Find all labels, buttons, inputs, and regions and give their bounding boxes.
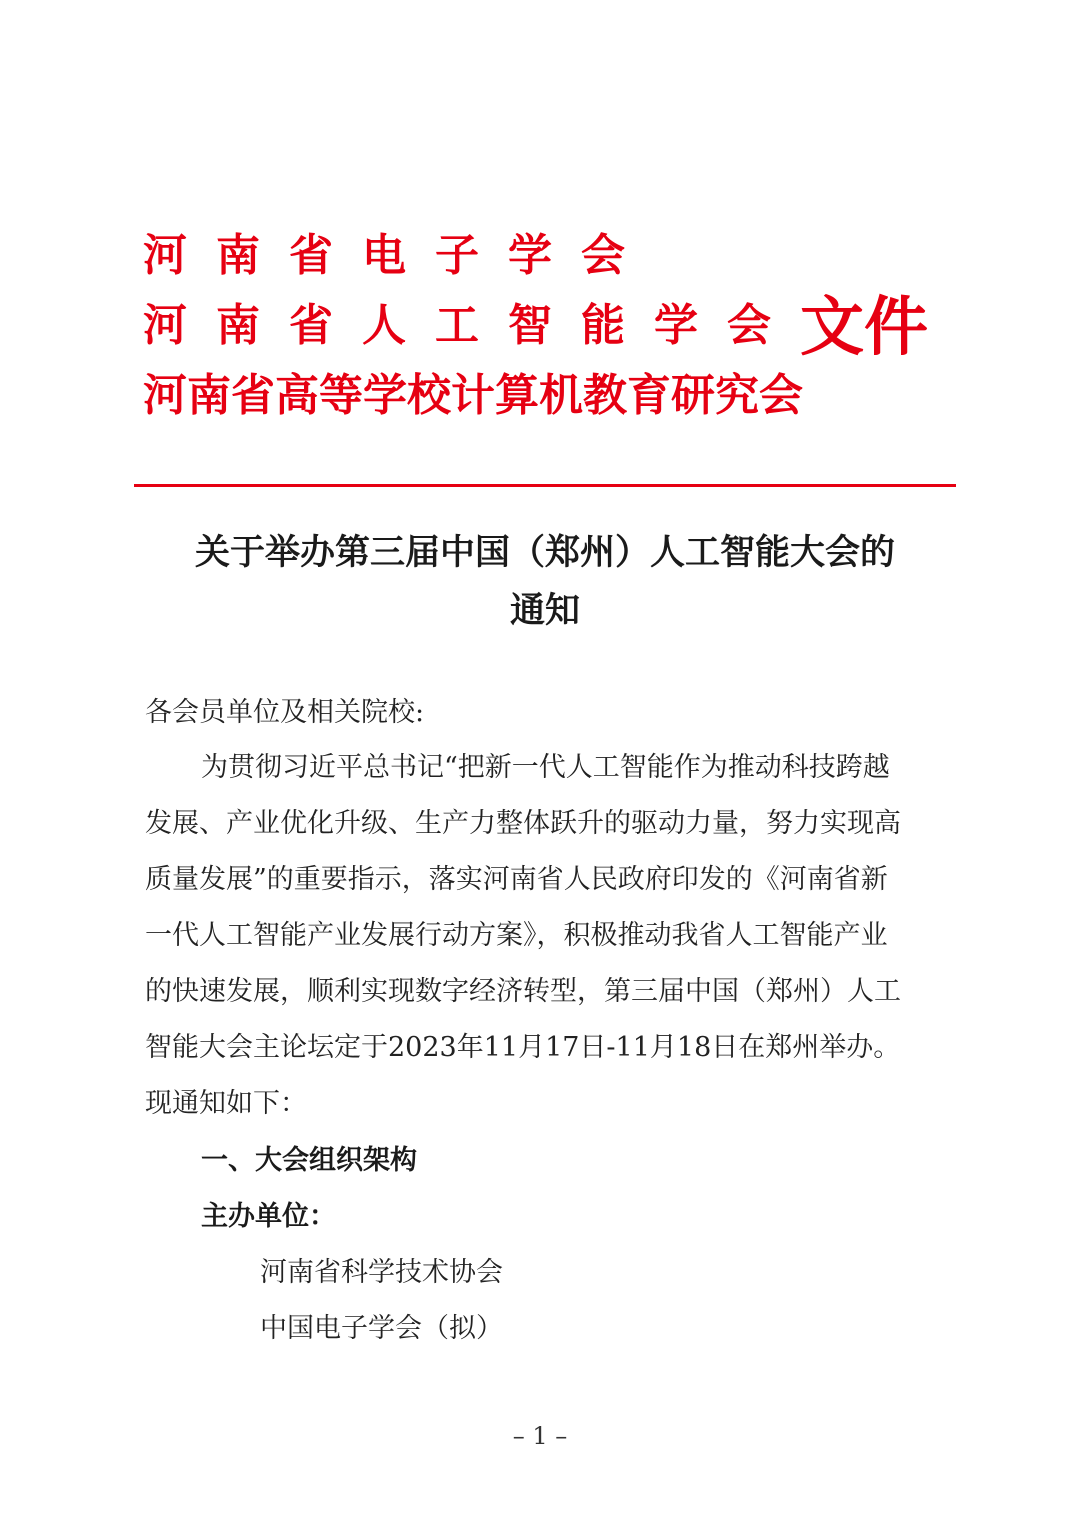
notice-title-line-1: 关于举办第三届中国（郑州）人工智能大会的: [194, 533, 895, 573]
page-number: – 1 –: [512, 1422, 568, 1450]
notice-title-line-2: 通知: [509, 591, 580, 631]
document-type-mark: 文件: [800, 291, 928, 365]
body-paragraph-line: 智能大会主论坛定于2023年11月17日-11月18日在郑州举办。: [145, 1032, 901, 1063]
org-name-electronics-society: 河南省电子学会: [143, 230, 654, 281]
body-paragraph-line: 的快速发展，顺利实现数字经济转型，第三届中国（郑州）人工: [145, 976, 901, 1007]
org-name-computer-education-society: 河南省高等学校计算机教育研究会: [143, 370, 803, 421]
body-paragraph-line: 发展、产业优化升级、生产力整体跃升的驱动力量，努力实现高: [145, 808, 901, 839]
section-heading: 一、大会组织架构: [201, 1145, 417, 1176]
body-paragraph-line: 质量发展”的重要指示，落实河南省人民政府印发的《河南省新: [145, 864, 888, 895]
host-unit-item: 中国电子学会（拟）: [260, 1313, 503, 1344]
host-unit-item: 河南省科学技术协会: [260, 1257, 503, 1288]
body-paragraph-line: 一代人工智能产业发展行动方案》，积极推动我省人工智能产业: [145, 920, 888, 951]
body-paragraph-line: 现通知如下：: [145, 1088, 307, 1119]
host-units-label: 主办单位：: [201, 1201, 336, 1232]
header-divider: [134, 484, 956, 487]
salutation: 各会员单位及相关院校:: [145, 697, 425, 728]
body-paragraph-line: 为贯彻习近平总书记“把新一代人工智能作为推动科技跨越: [201, 752, 890, 783]
org-name-ai-society: 河南省人工智能学会: [143, 300, 800, 351]
